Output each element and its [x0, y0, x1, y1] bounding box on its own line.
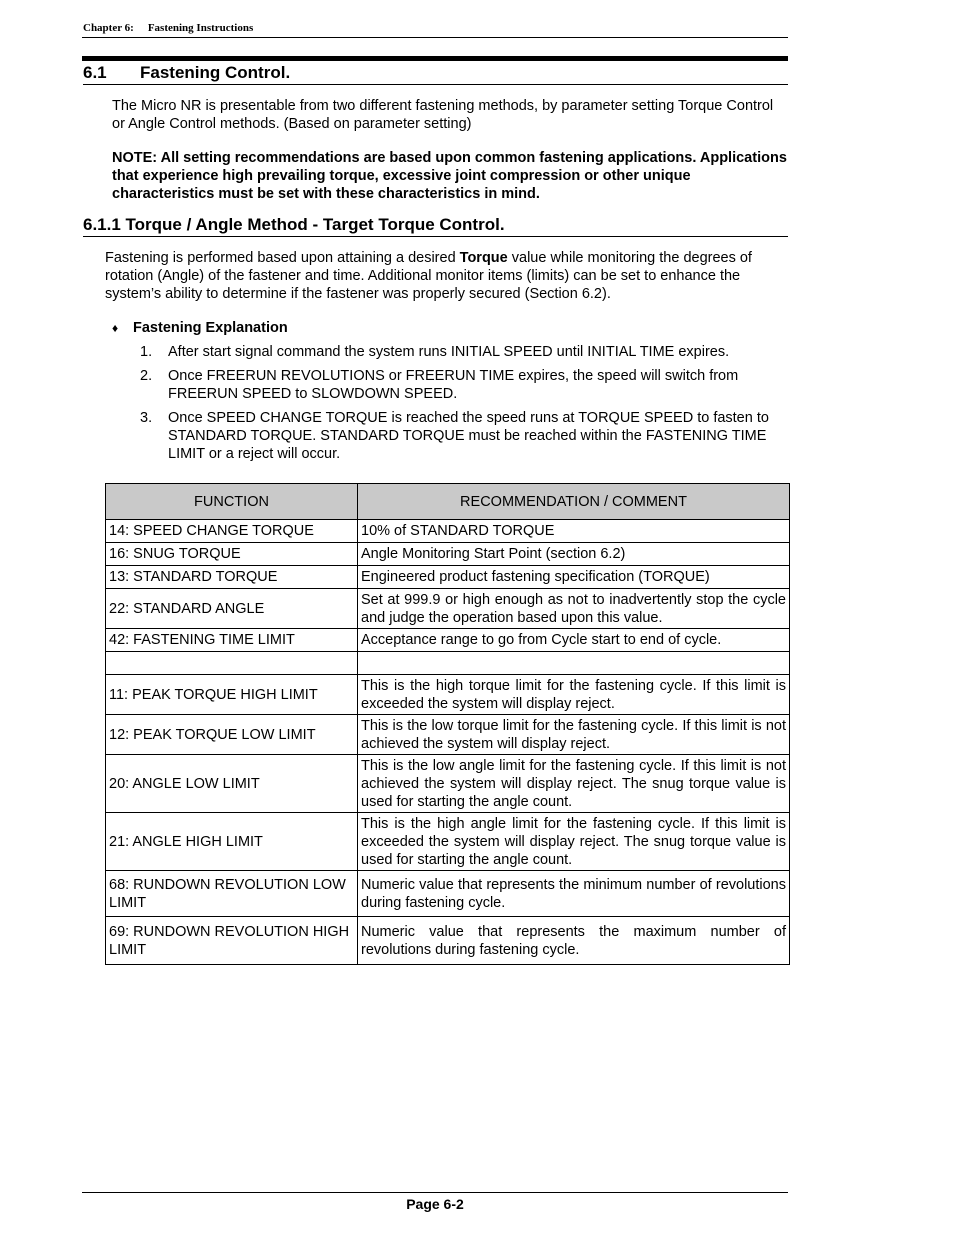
comment-cell: Engineered product fastening specification (TORQUE): [358, 566, 790, 589]
step-text: Once SPEED CHANGE TORQUE is reached the speed runs at TORQUE SPEED to fasten to STANDARD TORQUE. STANDARD TORQUE must be reached within the FASTENING TIME LIMIT or a reject will occur.: [168, 410, 769, 462]
table-row: [106, 715, 790, 755]
function-cell: 11: PEAK TORQUE HIGH LIMIT: [106, 675, 358, 715]
diamond-bullet-icon: ♦: [112, 321, 119, 335]
subsection-heading: 6.1.1 Torque / Angle Method - Target Torque Control.: [83, 215, 788, 237]
comment-cell: This is the high angle limit for the fastening cycle. If this limit is exceeded the system will display reject. The snug torque value is used for starting the angle count.: [358, 813, 790, 871]
step-item: [140, 367, 790, 403]
step-item: [140, 409, 790, 463]
table-row: [106, 871, 790, 917]
section-title: Fastening Control.: [140, 63, 291, 82]
comment-cell: Angle Monitoring Start Point (section 6.2): [358, 543, 790, 566]
section-number: 6.1: [83, 63, 107, 82]
function-table: [105, 483, 790, 965]
step-number: 1.: [140, 344, 153, 360]
paragraph-text-end: value while monitoring the degrees of rotation (Angle) of the fastener and time. Additional monitor items (limits) can be set to enhance the system’s ability to determine if the fastener was properly secured (Section 6.2).: [105, 250, 752, 302]
table-row: [106, 589, 790, 629]
section-note: NOTE: All setting recommendations are based upon common fastening applications. Applications that experience high prevailing torque, excessive joint compression or other unique characteristics must be set with these characteristics in mind.: [112, 150, 787, 202]
bullet-title: Fastening Explanation: [133, 320, 288, 336]
header-recommendation: RECOMMENDATION / COMMENT: [358, 484, 790, 520]
comment-cell: Numeric value that represents the maximum number of revolutions during fastening cycle.: [358, 917, 790, 965]
function-cell: 20: ANGLE LOW LIMIT: [106, 755, 358, 813]
running-header: [83, 22, 253, 34]
comment-cell: Acceptance range to go from Cycle start to end of cycle.: [358, 629, 790, 652]
step-item: [140, 343, 790, 361]
chapter-title: Fastening Instructions: [147, 22, 254, 34]
footer-rule: [82, 1192, 788, 1193]
function-cell: 16: SNUG TORQUE: [106, 543, 358, 566]
steps-list: [140, 343, 790, 469]
comment-cell: This is the low angle limit for the fastening cycle. If this limit is not achieved the system will display reject. The snug torque value is used for starting the angle count.: [358, 755, 790, 813]
section-heading: [83, 63, 788, 85]
function-cell: 14: SPEED CHANGE TORQUE: [106, 520, 358, 543]
function-cell: 42: FASTENING TIME LIMIT: [106, 629, 358, 652]
step-number: 2.: [140, 368, 153, 384]
comment-cell: This is the high torque limit for the fastening cycle. If this limit is exceeded the system will display reject.: [358, 675, 790, 715]
table-row: [106, 629, 790, 652]
table-row: [106, 543, 790, 566]
step-text: After start signal command the system runs INITIAL SPEED until INITIAL TIME expires.: [168, 344, 730, 360]
comment-cell: This is the low torque limit for the fastening cycle. If this limit is not achieved the system will display reject.: [358, 715, 790, 755]
table-row: [106, 520, 790, 543]
function-cell: 13: STANDARD TORQUE: [106, 566, 358, 589]
comment-cell: Numeric value that represents the minimum number of revolutions during fastening cycle.: [358, 871, 790, 917]
function-cell: 21: ANGLE HIGH LIMIT: [106, 813, 358, 871]
function-cell: 68: RUNDOWN REVOLUTION LOW LIMIT: [106, 871, 358, 917]
table-header-row: [106, 484, 790, 520]
function-cell: 22: STANDARD ANGLE: [106, 589, 358, 629]
chapter-label: Chapter 6:: [83, 22, 134, 34]
subsection-paragraph: [105, 249, 788, 303]
header-thick-rule: [82, 56, 788, 61]
header-function: FUNCTION: [106, 484, 358, 520]
paragraph-text-start: Fastening is performed based upon attaining a desired: [105, 250, 460, 266]
table-row: [106, 755, 790, 813]
table-row: [106, 566, 790, 589]
table-row: [106, 917, 790, 965]
step-text: Once FREERUN REVOLUTIONS or FREERUN TIME expires, the speed will switch from FREERUN SPEED to SLOWDOWN SPEED.: [168, 368, 739, 402]
table-row: [106, 813, 790, 871]
section-intro: The Micro NR is presentable from two different fastening methods, by parameter setting Torque Control or Angle Control methods. (Based on parameter setting): [112, 98, 774, 132]
function-cell: [106, 652, 358, 675]
function-cell: 69: RUNDOWN REVOLUTION HIGH LIMIT: [106, 917, 358, 965]
page-number: Page 6-2: [406, 1196, 464, 1212]
header-rule: [82, 37, 788, 38]
comment-cell: [358, 652, 790, 675]
table-row: [106, 652, 790, 675]
table-row: [106, 675, 790, 715]
function-cell: 12: PEAK TORQUE LOW LIMIT: [106, 715, 358, 755]
bullet-heading: [112, 319, 288, 337]
comment-cell: 10% of STANDARD TORQUE: [358, 520, 790, 543]
comment-cell: Set at 999.9 or high enough as not to inadvertently stop the cycle and judge the operation based upon this value.: [358, 589, 790, 629]
step-number: 3.: [140, 410, 153, 426]
paragraph-bold-term: Torque: [459, 250, 508, 266]
